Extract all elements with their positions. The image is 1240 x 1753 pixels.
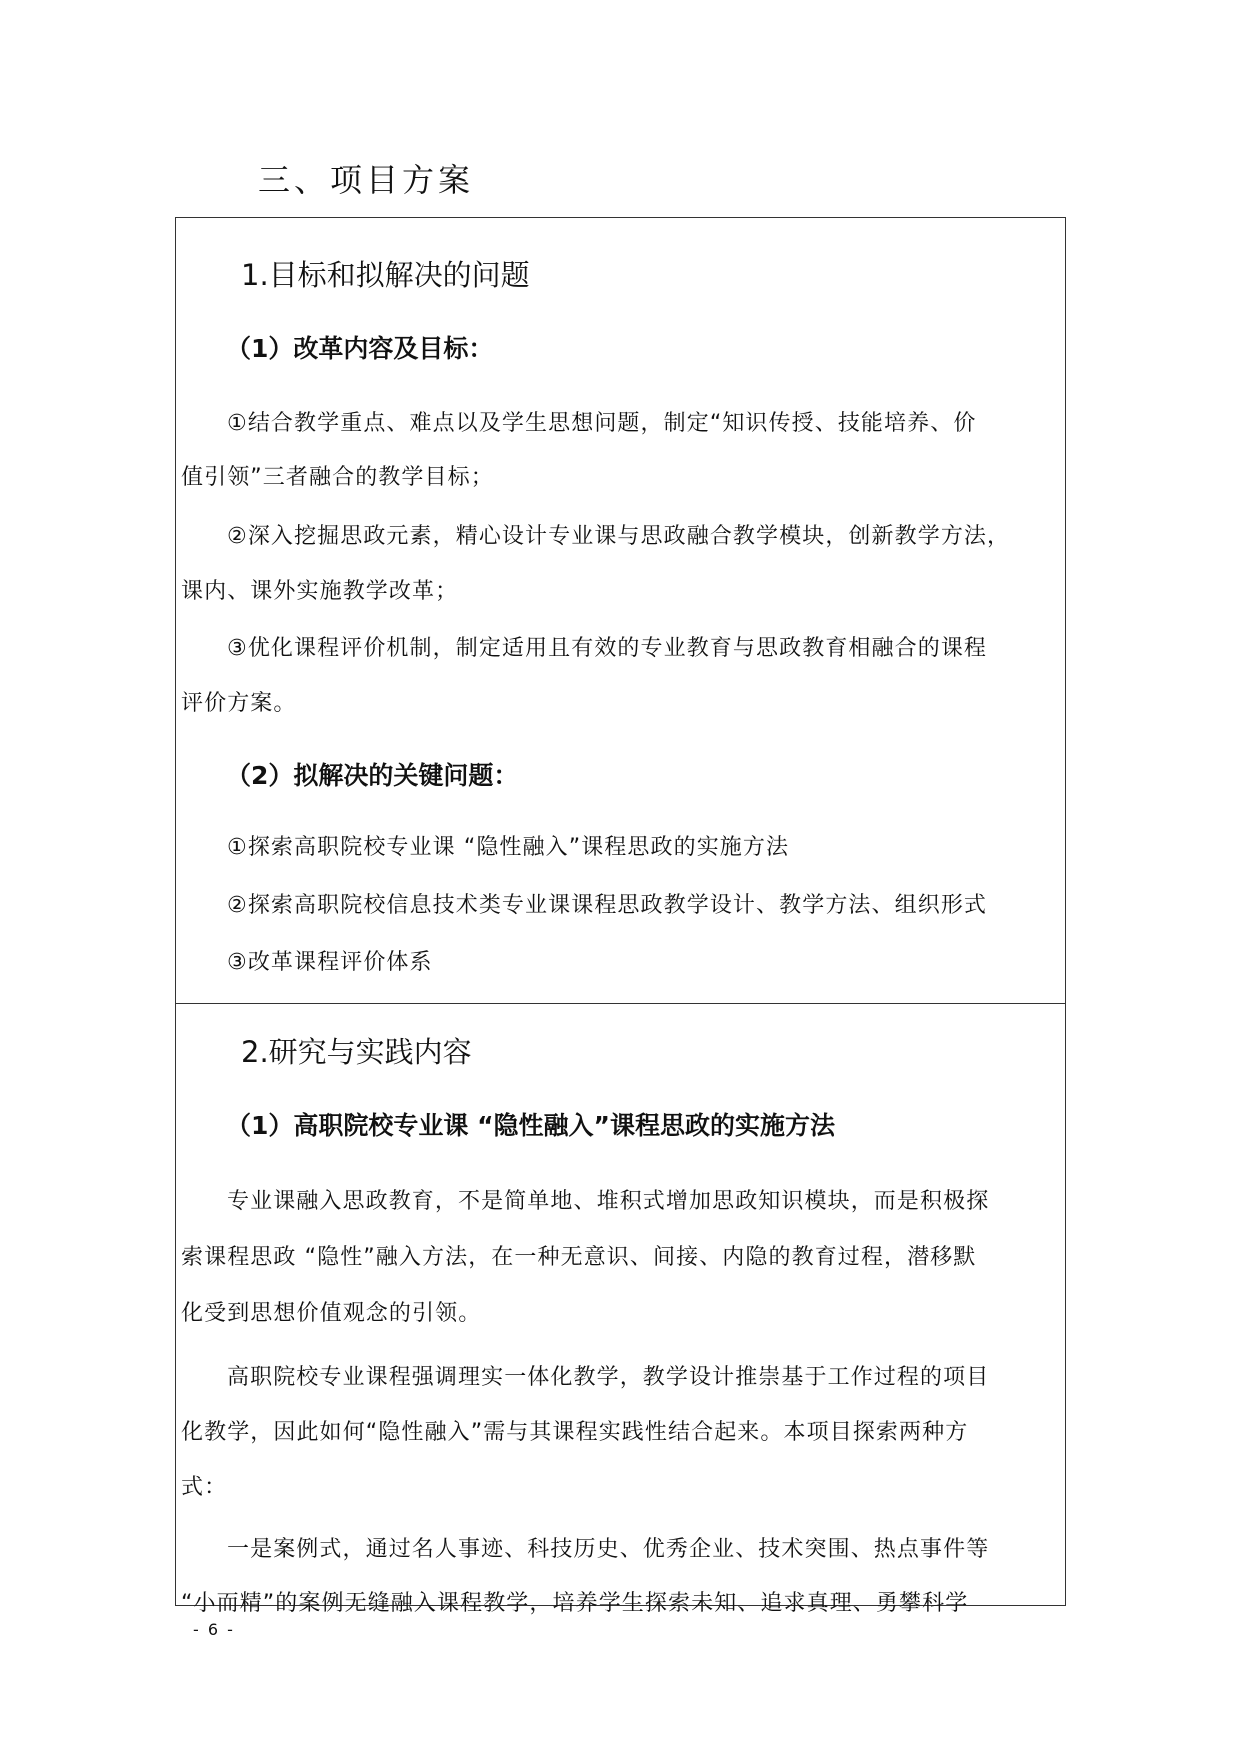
section-box-research (175, 1003, 1066, 1616)
paragraph-line: 专业课融入思政教育，不是简单地、堆积式增加思政知识模块，而是积极探 (227, 1189, 990, 1214)
paragraph-line: ①结合教学重点、难点以及学生思想问题，制定“知识传授、技能培养、价 (227, 411, 977, 436)
paragraph-line: 评价方案。 (181, 691, 297, 716)
subheading-implementation: （1）高职院校专业课 “隐性融入”课程思政的实施方法 (226, 1111, 835, 1140)
list-item: ①探索高职院校专业课 “隐性融入”课程思政的实施方法 (227, 835, 790, 860)
heading-goals: 1.目标和拟解决的问题 (241, 258, 530, 292)
subheading-reform-content: （1）改革内容及目标： (226, 334, 494, 363)
list-item: ②探索高职院校信息技术类专业课课程思政教学设计、教学方法、组织形式 (227, 893, 988, 918)
paragraph-line: 一是案例式，通过名人事迹、科技历史、优秀企业、技术突围、热点事件等 (227, 1537, 990, 1562)
paragraph-line: 式： (181, 1475, 228, 1500)
paragraph-line: ③优化课程评价机制，制定适用且有效的专业教育与思政教育相融合的课程 (227, 636, 988, 661)
section-box-goals (175, 217, 1066, 1004)
heading-research: 2.研究与实践内容 (241, 1035, 472, 1069)
page-number: - 6 - (193, 1620, 235, 1639)
paragraph-line: 高职院校专业课程强调理实一体化教学，教学设计推崇基于工作过程的项目 (227, 1365, 990, 1390)
paragraph-line: ②深入挖掘思政元素，精心设计专业课与思政融合教学模块，创新教学方法， (227, 524, 1011, 549)
paragraph-line: 化教学，因此如何“隐性融入”需与其课程实践性结合起来。本项目探索两种方 (181, 1420, 969, 1445)
paragraph-line: 课内、课外实施教学改革； (181, 579, 459, 604)
paragraph-line: 化受到思想价值观念的引领。 (181, 1301, 482, 1326)
list-item: ③改革课程评价体系 (227, 950, 433, 975)
paragraph-line: 索课程思政 “隐性”融入方法，在一种无意识、间接、内隐的教育过程，潜移默 (181, 1245, 977, 1270)
section-title: 三、项目方案 (258, 161, 475, 199)
paragraph-line: 值引领”三者融合的教学目标； (181, 465, 494, 490)
paragraph-line: “小而精”的案例无缝融入课程教学，培养学生探索未知、追求真理、勇攀科学 (181, 1591, 969, 1616)
subheading-key-problems: （2）拟解决的关键问题： (226, 761, 519, 790)
